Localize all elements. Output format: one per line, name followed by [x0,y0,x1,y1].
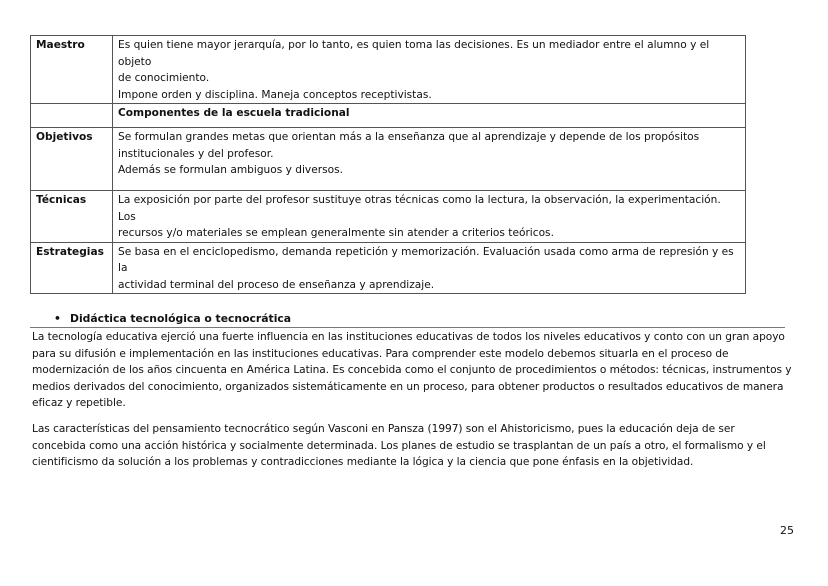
text-line: institucionales y del profesor. [118,147,274,160]
table-row-estrategias [31,242,746,294]
text-line: Se basa en el enciclopedismo, demanda repetición y memorización. Evaluación usada como arma de represión y es la [118,245,734,274]
text-line: modernización de los años cincuenta en América Latina. Es concebida como el conjunto de procedimientos o métodos: técnicas, instrumentos y [32,364,792,376]
table-section-header-row [31,104,746,128]
text-line: cientificismo da solución a los problemas y contradicciones mediante la lógica y la ciencia que pone énfasis en la objetividad. [32,456,694,468]
table-row-objetivos [31,128,746,191]
text-line: eficaz y repetible. [32,397,126,409]
row-content [113,128,746,191]
empty-label-cell [31,104,113,128]
text-line: La exposición por parte del profesor sustituye otras técnicas como la lectura, la observación, la experimentación. Los [118,194,721,223]
page-number: 25 [780,524,794,537]
row-label: Maestro [31,36,113,104]
row-content [113,36,746,104]
section-heading [54,311,291,328]
paragraph [32,329,792,412]
table-row-maestro [31,36,746,104]
text-line: concebida como una acción histórica y socialmente determinada. Los planes de estudio se trasplantan de un país a otro, el formalismo y el [32,439,766,452]
row-label: Técnicas [31,191,113,243]
table-row-tecnicas [31,191,746,243]
heading-divider [30,327,785,328]
text-line: medios derivados del conocimiento, organizados sistemáticamente en un proceso, para obtener productos o resultados educativos de manera [32,380,784,393]
heading-text: Didáctica tecnológica o tecnocrática [70,312,292,325]
text-line: para su difusión e implementación en las instituciones educativas. Para comprender este modelo debemos situarla en el proceso de [32,347,729,360]
text-line: Las características del pensamiento tecnocrático según Vasconi en Pansza (1997) son el Ahistoricismo, pues la educación deja de ser [32,423,735,435]
text-line: La tecnología educativa ejerció una fuerte influencia en las instituciones educativas de todos los niveles educativos y conto con un gran apoyo [32,331,785,343]
section-header: Componentes de la escuela tradicional [113,104,746,128]
text-line: de conocimiento. [118,72,210,84]
text-line: recursos y/o materiales se emplean generalmente sin atender a criterios teóricos. [118,227,554,239]
text-line: Además se formulan ambiguos y diversos. [118,164,343,176]
bullet-icon: • [54,312,61,325]
row-label: Estrategias [31,242,113,294]
row-content [113,191,746,243]
text-line: actividad terminal del proceso de enseñanza y aprendizaje. [118,278,435,291]
row-content [113,242,746,294]
text-line: Es quien tiene mayor jerarquía, por lo tanto, es quien toma las decisiones. Es un mediador entre el alumno y el objeto [118,39,710,68]
text-line: Impone orden y disciplina. Maneja conceptos receptivistas. [118,88,432,101]
row-label: Objetivos [31,128,113,191]
paragraph [32,421,792,471]
text-line: Se formulan grandes metas que orientan más a la enseñanza que al aprendizaje y depende de los propósitos [118,131,700,143]
traditional-school-table [30,35,746,294]
